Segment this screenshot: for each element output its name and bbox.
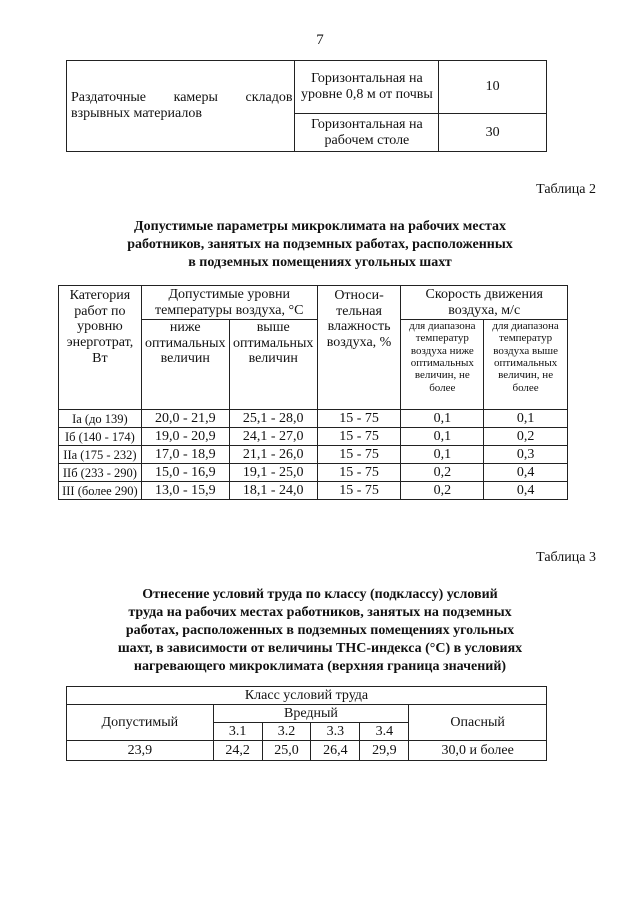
table3-header-class: Класс условий труда [67,687,547,705]
table2-temp-above-cell: 19,1 - 25,0 [229,464,317,482]
table2-header-temp: Допустимые уровни температуры воздуха, °С [141,286,317,320]
table1-surface-cell: Горизонтальная на уровне 0,8 м от почвы [295,61,439,114]
table2-temp-above-cell: 18,1 - 24,0 [229,482,317,500]
table3-value-harmful: 24,2 [213,741,262,761]
table2-header-temp-below: ниже оптимальных величин [141,320,229,410]
table2-humidity-cell: 15 - 75 [317,464,401,482]
table-3 [66,686,547,761]
table1-row-label-text: Раздаточные камеры складов взрывных материалов [71,90,293,121]
table2-header-speed-below: для диапазона температур воздуха ниже оптимальных величин, не более [401,320,484,410]
table2-speed-above-cell: 0,1 [484,410,568,428]
table3-label: Таблица 3 [536,550,596,565]
table2-title: Допустимые параметры микроклимата на рабочих местах работников, занятых на подземных работах, расположенных в подземных помещениях угольных шахт [127,219,513,270]
table2-humidity-cell: 15 - 75 [317,428,401,446]
table-1 [66,60,547,152]
table-row [59,482,568,500]
table1-row-label [67,61,295,152]
table2-temp-below-cell: 19,0 - 20,9 [141,428,229,446]
table2-header-speed-above: для диапазона температур воздуха выше оптимальных величин, не более [484,320,568,410]
table2-label: Таблица 2 [536,182,596,197]
table2-humidity-cell: 15 - 75 [317,482,401,500]
table2-temp-below-cell: 13,0 - 15,9 [141,482,229,500]
table-row [59,410,568,428]
table2-header-speed: Скорость движения воздуха, м/с [401,286,568,320]
table2-speed-below-cell: 0,2 [401,464,484,482]
table2-category-cell: IIa (175 - 232) [59,446,142,464]
table2-category-cell: Iб (140 - 174) [59,428,142,446]
table2-speed-above-cell: 0,3 [484,446,568,464]
table2-speed-above-cell: 0,2 [484,428,568,446]
table3-header-dangerous: Опасный [409,705,547,741]
table3-value-harmful: 26,4 [311,741,360,761]
table2-speed-below-cell: 0,1 [401,410,484,428]
table2-humidity-cell: 15 - 75 [317,446,401,464]
table1-surface-cell: Горизонтальная на рабочем столе [295,114,439,152]
table3-header-allowed: Допустимый [67,705,214,741]
table1-value-cell: 10 [439,61,547,114]
table2-header-humidity: Относи-тельная влажность воздуха, % [317,286,401,410]
table2-category-cell: III (более 290) [59,482,142,500]
table2-speed-above-cell: 0,4 [484,464,568,482]
table3-value-dangerous: 30,0 и более [409,741,547,761]
table3-subclass: 3.2 [262,723,311,741]
table-row [59,464,568,482]
table2-temp-below-cell: 20,0 - 21,9 [141,410,229,428]
table3-value-harmful: 29,9 [360,741,409,761]
table2-speed-below-cell: 0,1 [401,428,484,446]
table3-subclass: 3.3 [311,723,360,741]
table2-temp-below-cell: 17,0 - 18,9 [141,446,229,464]
table-2 [58,285,568,500]
table2-temp-above-cell: 24,1 - 27,0 [229,428,317,446]
table2-category-cell: Ia (до 139) [59,410,142,428]
table1-value-cell: 30 [439,114,547,152]
table2-temp-below-cell: 15,0 - 16,9 [141,464,229,482]
table2-header-temp-above: выше оптимальных величин [229,320,317,410]
table2-speed-above-cell: 0,4 [484,482,568,500]
table2-header-category: Категория работ по уровню энерготрат, Вт [59,286,142,410]
table2-temp-above-cell: 21,1 - 26,0 [229,446,317,464]
table2-speed-below-cell: 0,2 [401,482,484,500]
table3-header-harmful: Вредный [213,705,409,723]
table-row [59,446,568,464]
table2-category-cell: IIб (233 - 290) [59,464,142,482]
table3-title: Отнесение условий труда по классу (подклассу) условий труда на рабочих местах работников, занятых на подземных работах, расположенных в подземных помещениях угольных шахт, в зависимости от величины ТНС-индекса (°С) в условиях нагревающего микроклимата (верхняя граница значений) [117,587,523,674]
table-row [59,428,568,446]
table2-temp-above-cell: 25,1 - 28,0 [229,410,317,428]
table3-subclass: 3.4 [360,723,409,741]
table2-humidity-cell: 15 - 75 [317,410,401,428]
table3-value-harmful: 25,0 [262,741,311,761]
table3-subclass: 3.1 [213,723,262,741]
table2-speed-below-cell: 0,1 [401,446,484,464]
table3-value-allowed: 23,9 [67,741,214,761]
page-number: 7 [316,32,324,48]
